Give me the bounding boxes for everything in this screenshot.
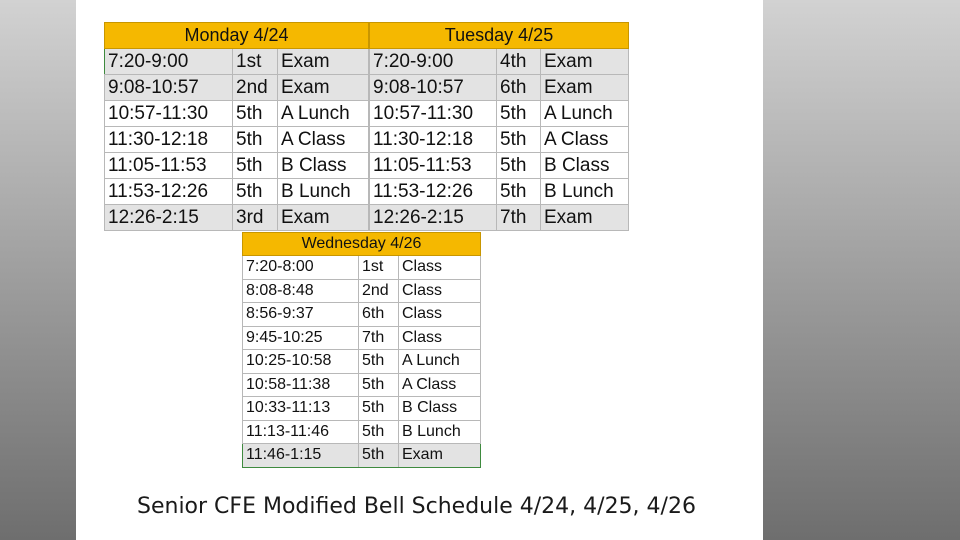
period-cell: 5th [497, 101, 541, 127]
table-row [370, 49, 629, 75]
tuesday-header: Tuesday 4/25 [370, 23, 629, 49]
period-cell: 5th [233, 179, 278, 205]
period-cell: 5th [359, 397, 399, 421]
period-cell: 5th [359, 420, 399, 444]
period-cell: 3rd [233, 205, 278, 231]
table-row [105, 153, 369, 179]
table-row [243, 279, 481, 303]
time-cell: 9:08-10:57 [105, 75, 233, 101]
time-cell: 10:57-11:30 [105, 101, 233, 127]
tuesday-schedule-table [369, 22, 629, 231]
period-cell: 5th [497, 179, 541, 205]
table-row [243, 326, 481, 350]
activity-cell: Class [399, 256, 481, 280]
table-row [243, 303, 481, 327]
time-cell: 7:20-8:00 [243, 256, 359, 280]
activity-cell: Exam [541, 75, 629, 101]
activity-cell: B Lunch [541, 179, 629, 205]
time-cell: 11:46-1:15 [243, 444, 359, 468]
time-cell: 10:57-11:30 [370, 101, 497, 127]
table-row [243, 444, 481, 468]
activity-cell: A Lunch [541, 101, 629, 127]
table-row [370, 153, 629, 179]
table-row [105, 127, 369, 153]
period-cell: 5th [497, 153, 541, 179]
time-cell: 11:05-11:53 [105, 153, 233, 179]
table-row [105, 75, 369, 101]
time-cell: 9:08-10:57 [370, 75, 497, 101]
period-cell: 5th [359, 444, 399, 468]
activity-cell: A Class [278, 127, 369, 153]
time-cell: 9:45-10:25 [243, 326, 359, 350]
period-cell: 2nd [233, 75, 278, 101]
table-row [370, 205, 629, 231]
wednesday-schedule-table [242, 232, 481, 468]
time-cell: 11:53-12:26 [105, 179, 233, 205]
activity-cell: Class [399, 326, 481, 350]
period-cell: 1st [359, 256, 399, 280]
table-row [370, 127, 629, 153]
activity-cell: A Class [399, 373, 481, 397]
time-cell: 12:26-2:15 [105, 205, 233, 231]
table-row [243, 420, 481, 444]
monday-header: Monday 4/24 [105, 23, 369, 49]
activity-cell: Exam [278, 49, 369, 75]
time-cell: 11:53-12:26 [370, 179, 497, 205]
table-row [105, 101, 369, 127]
table-row [243, 397, 481, 421]
table-row [243, 256, 481, 280]
period-cell: 2nd [359, 279, 399, 303]
table-row [370, 75, 629, 101]
table-row [243, 350, 481, 374]
activity-cell: Exam [399, 444, 481, 468]
activity-cell: Exam [541, 205, 629, 231]
wednesday-header: Wednesday 4/26 [243, 233, 481, 256]
period-cell: 4th [497, 49, 541, 75]
table-row [105, 205, 369, 231]
period-cell: 5th [497, 127, 541, 153]
period-cell: 1st [233, 49, 278, 75]
period-cell: 7th [497, 205, 541, 231]
activity-cell: Exam [541, 49, 629, 75]
activity-cell: B Lunch [278, 179, 369, 205]
activity-cell: Exam [278, 75, 369, 101]
activity-cell: A Class [541, 127, 629, 153]
period-cell: 5th [233, 101, 278, 127]
time-cell: 8:56-9:37 [243, 303, 359, 327]
period-cell: 5th [359, 373, 399, 397]
activity-cell: Class [399, 303, 481, 327]
time-cell: 10:25-10:58 [243, 350, 359, 374]
time-cell: 11:30-12:18 [105, 127, 233, 153]
activity-cell: B Class [541, 153, 629, 179]
activity-cell: A Lunch [399, 350, 481, 374]
slide-caption: Senior CFE Modified Bell Schedule 4/24, 4/25, 4/26 [137, 494, 696, 519]
activity-cell: B Lunch [399, 420, 481, 444]
period-cell: 5th [233, 153, 278, 179]
period-cell: 6th [359, 303, 399, 327]
period-cell: 7th [359, 326, 399, 350]
table-row [105, 49, 369, 75]
time-cell: 10:33-11:13 [243, 397, 359, 421]
table-row [370, 179, 629, 205]
activity-cell: Exam [278, 205, 369, 231]
time-cell: 8:08-8:48 [243, 279, 359, 303]
time-cell: 11:05-11:53 [370, 153, 497, 179]
activity-cell: Class [399, 279, 481, 303]
time-cell: 7:20-9:00 [370, 49, 497, 75]
activity-cell: A Lunch [278, 101, 369, 127]
time-cell: 12:26-2:15 [370, 205, 497, 231]
time-cell: 11:13-11:46 [243, 420, 359, 444]
period-cell: 5th [233, 127, 278, 153]
time-cell: 11:30-12:18 [370, 127, 497, 153]
time-cell: 7:20-9:00 [105, 49, 233, 75]
period-cell: 5th [359, 350, 399, 374]
period-cell: 6th [497, 75, 541, 101]
table-row [370, 101, 629, 127]
activity-cell: B Class [278, 153, 369, 179]
table-row [105, 179, 369, 205]
monday-schedule-table [104, 22, 369, 231]
table-row [243, 373, 481, 397]
time-cell: 10:58-11:38 [243, 373, 359, 397]
activity-cell: B Class [399, 397, 481, 421]
